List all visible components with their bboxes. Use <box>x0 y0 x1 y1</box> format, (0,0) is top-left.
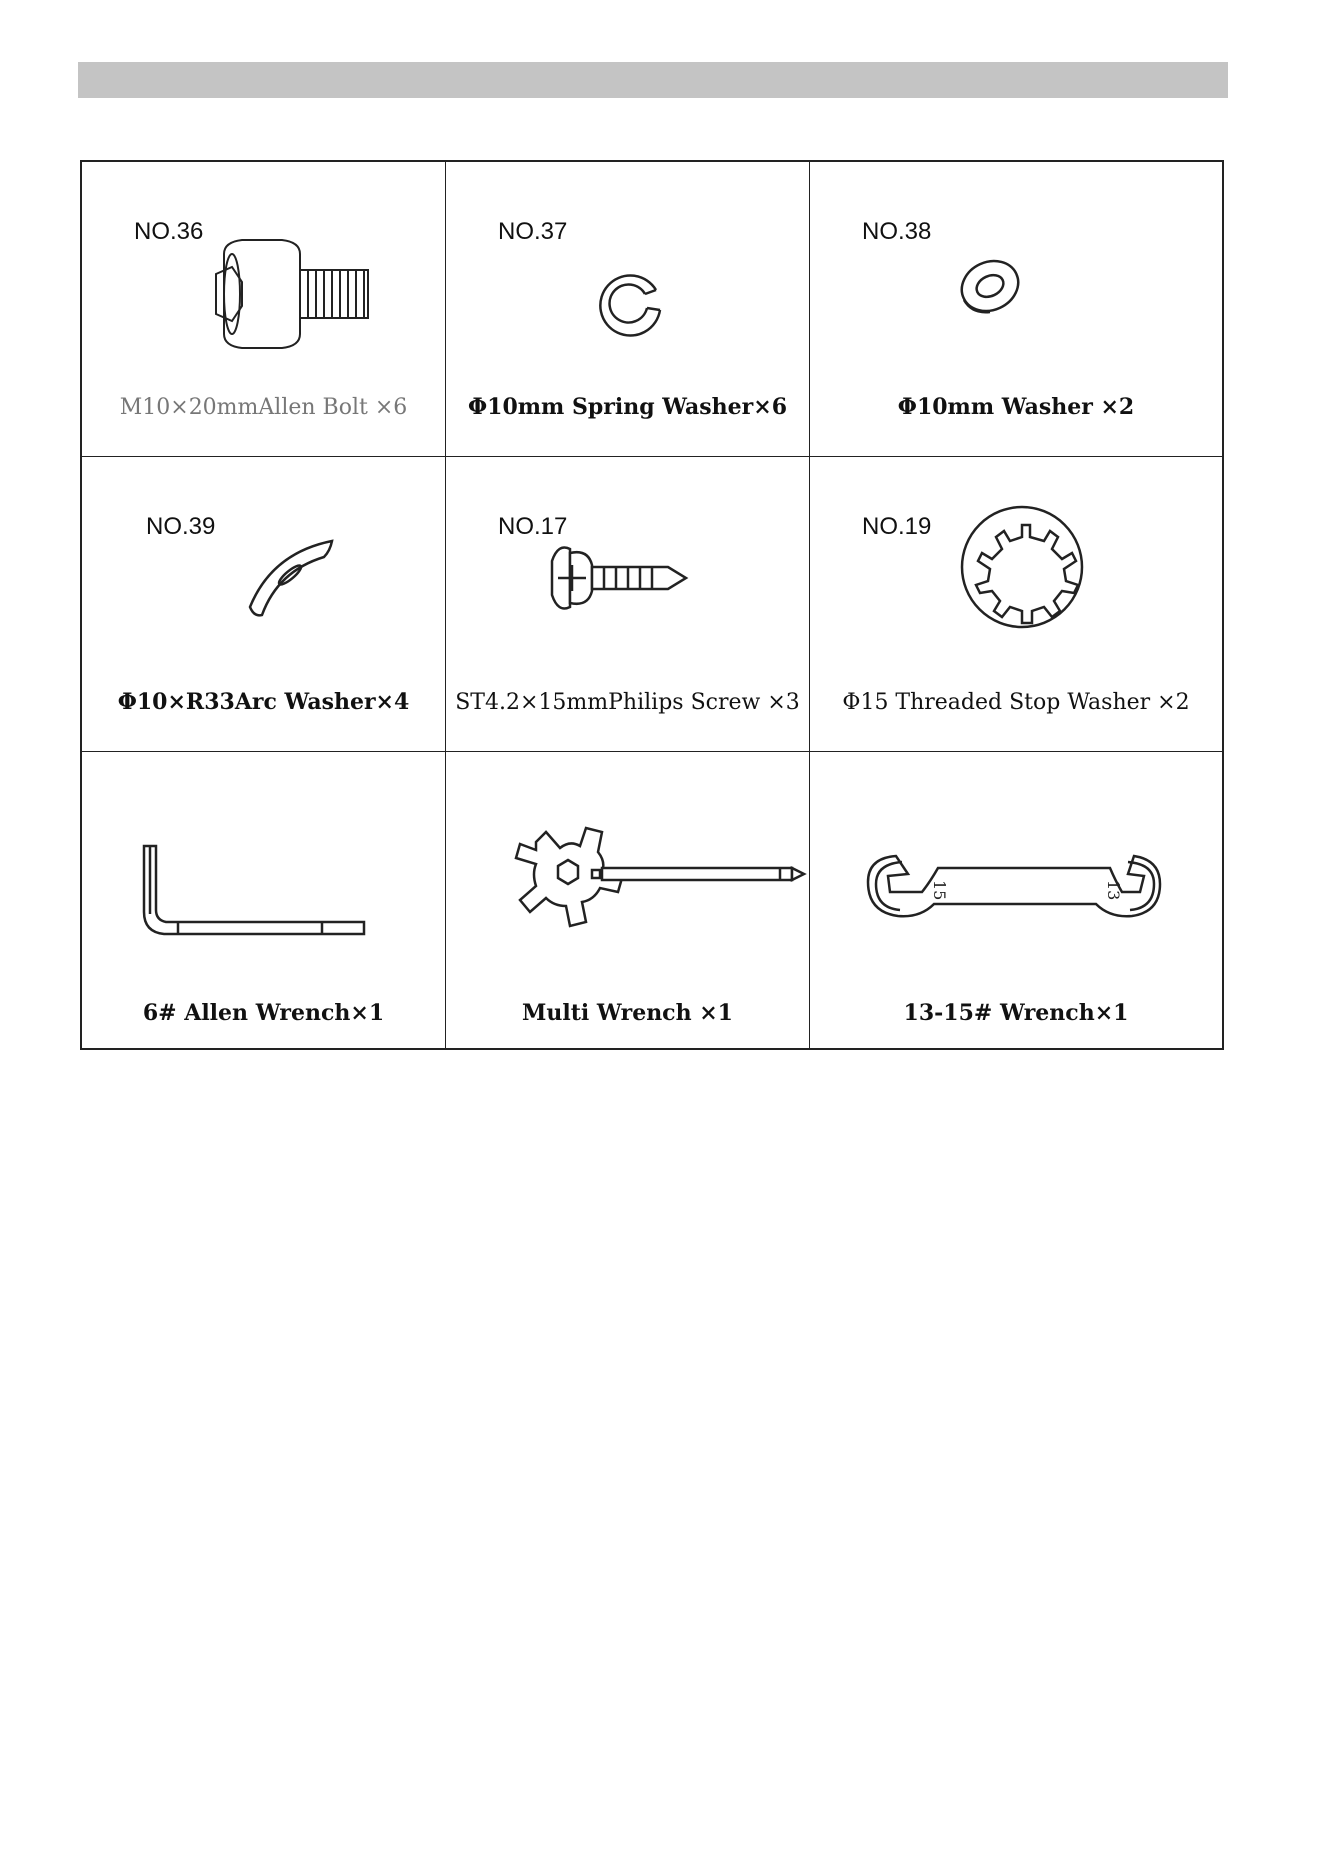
part-label: Φ10×R33Arc Washer×4 <box>117 689 410 715</box>
part-label: Φ10mm Spring Washer×6 <box>467 394 787 420</box>
tool-label: Multi Wrench ×1 <box>522 1000 733 1026</box>
part-number: NO.38 <box>862 218 932 245</box>
tool-label: 6# Allen Wrench×1 <box>142 1000 385 1026</box>
header-bar <box>78 62 1228 98</box>
part-cell-36 <box>82 162 446 457</box>
part-label: Φ15 Threaded Stop Washer ×2 <box>842 690 1190 715</box>
hardware-parts-table <box>80 160 1224 1050</box>
tool-cell-multi-wrench <box>446 752 810 1048</box>
part-label: ST4.2×15mmPhilips Screw ×3 <box>455 690 800 715</box>
tool-label: 13-15# Wrench×1 <box>903 1000 1129 1026</box>
part-cell-19 <box>810 457 1222 752</box>
part-number: NO.39 <box>146 513 216 540</box>
part-cell-37 <box>446 162 810 457</box>
tool-cell-allen-wrench <box>82 752 446 1048</box>
part-number: NO.17 <box>498 513 568 540</box>
part-label: Φ10mm Washer ×2 <box>897 394 1135 420</box>
part-label: M10×20mmAllen Bolt ×6 <box>119 395 408 420</box>
part-number: NO.36 <box>134 218 204 245</box>
wrench-size-13: 13 <box>1104 880 1123 901</box>
part-cell-39 <box>82 457 446 752</box>
part-cell-17 <box>446 457 810 752</box>
part-number: NO.19 <box>862 513 932 540</box>
part-cell-38 <box>810 162 1222 457</box>
wrench-size-15: 15 <box>930 880 949 901</box>
part-number: NO.37 <box>498 218 568 245</box>
tool-cell-open-end-wrench <box>810 752 1222 1048</box>
